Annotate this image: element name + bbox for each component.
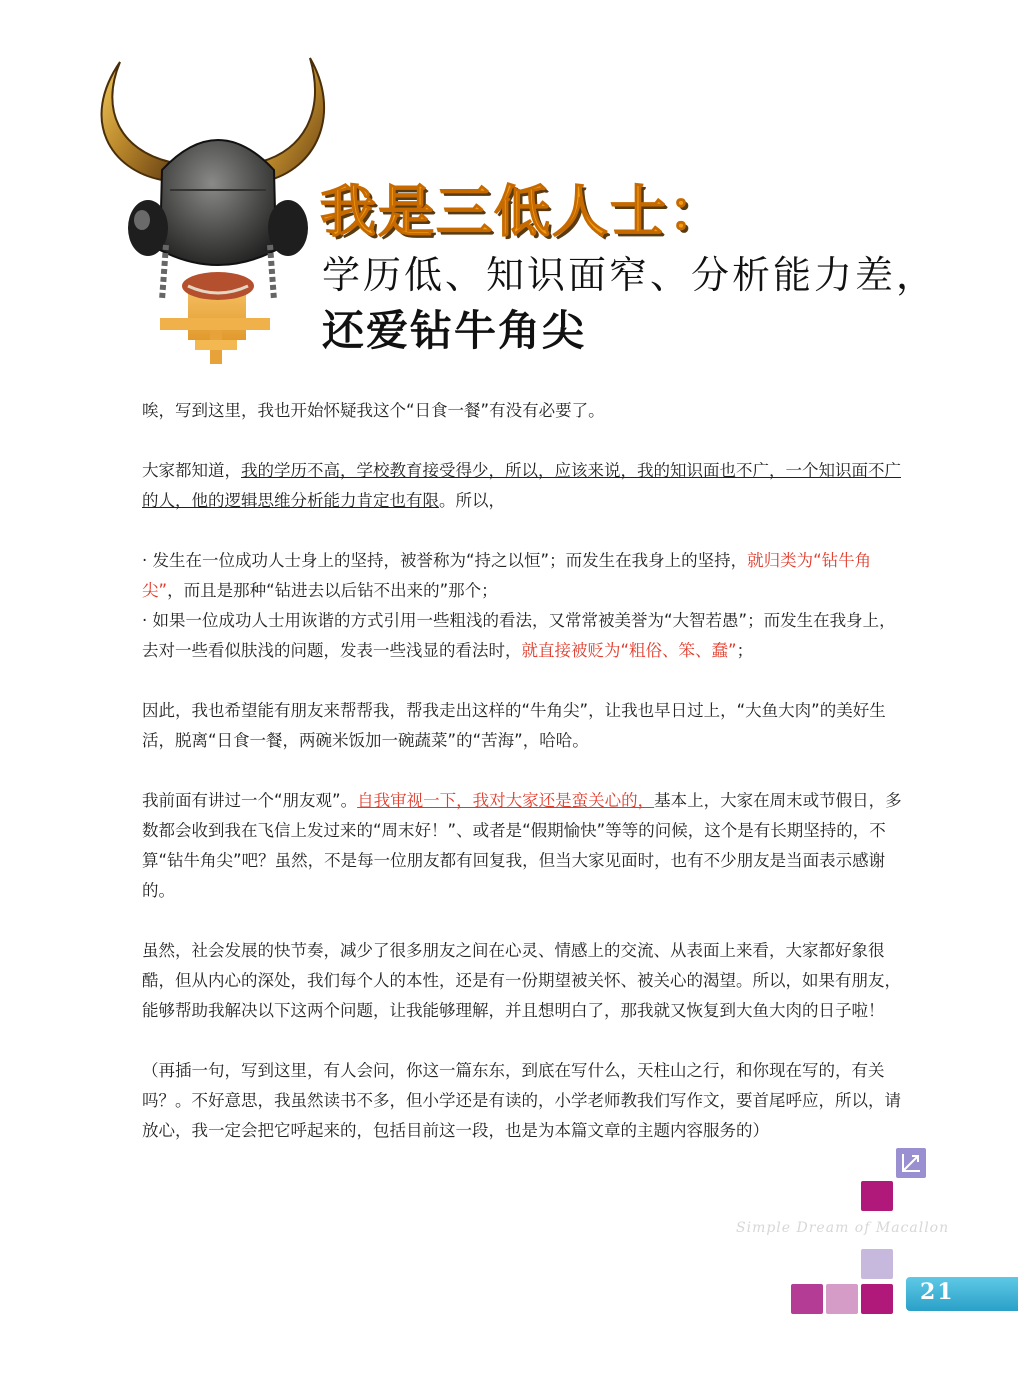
paragraph-4 [142,786,902,906]
paragraph-2-lead: 大家都知道， [142,461,241,480]
bullet-2-lead: · 如果一位成功人士用诙谐的方式引用一些粗浅的看法，又常常被美誉为“大智若愚”；而发生在我身上，去对一些看似肤浅的问题，发表一些浅显的看法时， [142,611,896,660]
paragraph-2-underlined: 我的学历不高，学校教育接受得少，所以，应该来说，我的知识面也不广，一个知识面不广的人，他的逻辑思维分析能力肯定也有限 [142,461,901,510]
footer-tagline: Simple Dream of Macallon [736,1220,950,1236]
deco-square [861,1249,893,1279]
page-number: 21 [920,1279,955,1305]
paragraph-2 [142,456,902,516]
paragraph-2-tail: 。所以， [439,491,505,510]
bullet-1 [142,546,902,606]
bullet-2-tail: ； [736,641,754,660]
paragraph-3: 因此，我也希望能有朋友来帮帮我，帮我走出这样的“牛角尖”，让我也早日过上，“大鱼大肉”的美好生活，脱离“日食一餐，两碗米饭加一碗蔬菜”的“苦海”，哈哈。 [142,701,886,750]
paragraph-4-tail: 基本上，大家在周末或节假日，多数都会收到我在飞信上发过来的“周末好！”、或者是“假期愉快”等等的问候，这个是有长期坚持的，不算“钻牛角尖”吧？虽然，不是每一位朋友都有回复我，但当大家见面时，也有不少朋友是当面表示感谢的。 [142,791,902,900]
horned-helmet-illustration [70,50,360,370]
headline-sub2: 还爱钻牛角尖 [322,306,587,355]
bullet-1-highlight: 就归类为“钻牛角尖” [142,551,872,600]
paragraph-4-lead: 我前面有讲过一个“朋友观”。 [142,791,358,810]
paragraph-1: 唉，写到这里，我也开始怀疑我这个“日食一餐”有没有必要了。 [142,401,605,420]
trend-chart-icon [896,1148,926,1178]
bullet-1-tail: ，而且是那种“钻进去以后钻不出来的”那个； [167,581,498,600]
bullet-1-lead: · 发生在一位成功人士身上的坚持，被誉称为“持之以恒”；而发生在我身上的坚持， [142,551,748,570]
paragraph-6: （再插一句，写到这里，有人会问，你这一篇东东，到底在写什么，天柱山之行，和你现在写的，有关吗？。不好意思，我虽然读书不多，但小学还是有读的，小学老师教我们写作文，要首尾呼应，所以，请放心，我一定会把它呼起来的，包括目前这一段，也是为本篇文章的主题内容服务的） [142,1061,901,1140]
headline-main: 我是三低人士： [320,180,726,245]
deco-square [791,1284,823,1314]
deco-square [826,1284,858,1314]
paragraph-4-highlight: 自我审视一下，我对大家还是蛮关心的， [357,791,655,810]
paragraph-5: 虽然，社会发展的快节奏，减少了很多朋友之间在心灵、情感上的交流、从表面上来看，大家都好象很酷，但从内心的深处，我们每个人的本性，还是有一份期望被关怀、被关心的渴望。所以，如果有朋友，能够帮助我解决以下这两个问题，让我能够理解，并且想明白了，那我就又恢复到大鱼大肉的日子啦！ [142,941,901,1020]
bullet-2-highlight: 就直接被贬为“粗俗、笨、蠢” [521,641,737,660]
article-body [142,396,902,1176]
deco-square [861,1284,893,1314]
headline-sub: 学历低、知识面窄、分析能力差， [322,253,938,297]
bullet-2 [142,606,902,666]
deco-square [861,1181,893,1211]
